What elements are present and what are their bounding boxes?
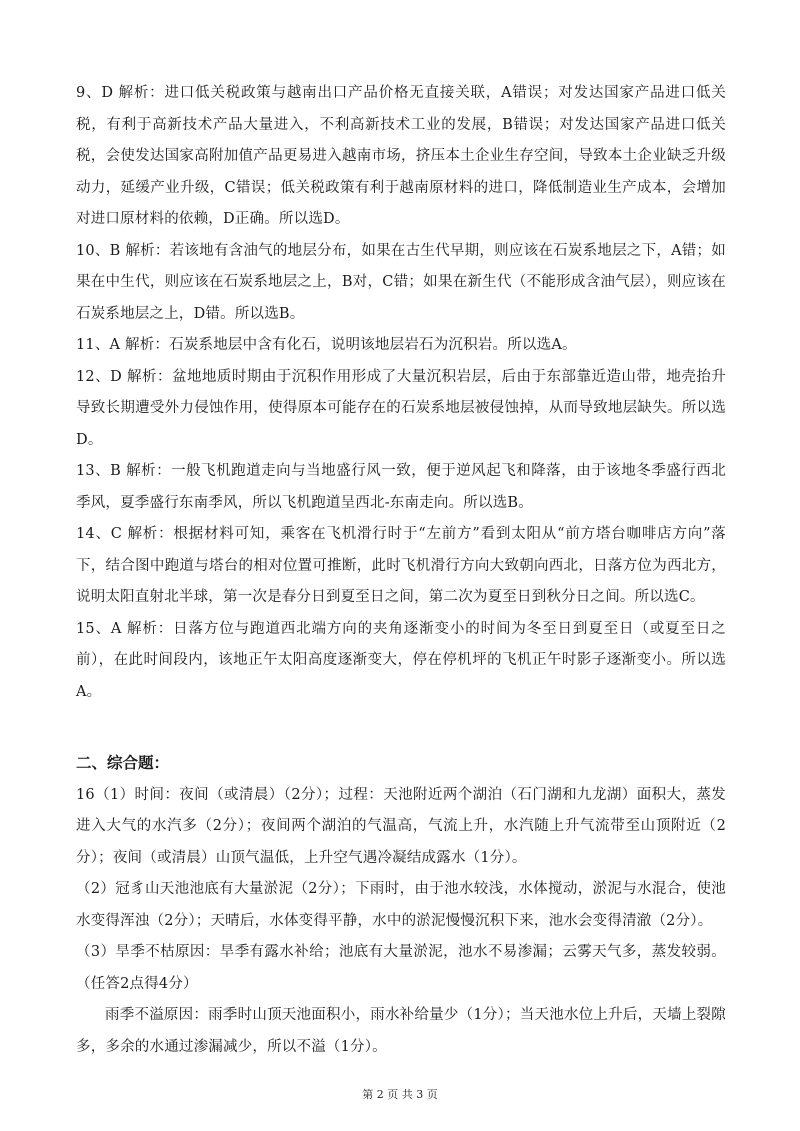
answer-11: 11、A 解析：石炭系地层中含有化石，说明该地层岩石为沉积岩。所以选A。 bbox=[76, 337, 577, 353]
document-page bbox=[76, 78, 726, 1063]
answer-9: 9、D 解析：进口低关税政策与越南出口产品价格无直接关联，A错误；对发达国家产品进口低关税，有利于高新技术产品大量进入，不利高新技术工业的发展，B错误；对发达国家产品进口低关税，会使发达国家高附加值产品更易进入越南市场，挤压本土企业生存空间，导致本土企业缺乏升级动力，延缓产业升级，C错误；低关税政策有利于越南原材料的进口，降低制造业生产成本，会增加对进口原材料的依赖，D正确。所以选D。 bbox=[76, 85, 726, 227]
answer-13: 13、B 解析：一般飞机跑道走向与当地盛行风一致，便于逆风起飞和降落，由于该地冬季盛行西北季风，夏季盛行东南季风，所以飞机跑道呈西北-东南走向。所以选B。 bbox=[76, 463, 726, 511]
answer-12: 12、D 解析：盆地地质时期由于沉积作用形成了大量沉积岩层，后由于东部靠近造山带，地壳抬升导致长期遭受外力侵蚀作用，使得原本可能存在的石炭系地层被侵蚀掉，从而导致地层缺失。所以选D。 bbox=[76, 368, 726, 448]
answer-10: 10、B 解析：若该地有含油气的地层分布，如果在古生代早期，则应该在石炭系地层之下，A错；如果在中生代，则应该在石炭系地层之上，B对，C错；如果在新生代（不能形成含油气层），则应该在石炭系地层之上，D错。所以选B。 bbox=[76, 242, 726, 322]
section-heading: 二、综合题： bbox=[76, 754, 170, 772]
answer-14: 14、C 解析：根据材料可知，乘客在飞机滑行时于“左前方”看到太阳从“前方塔台咖啡店方向”落下，结合图中跑道与塔台的相对位置可推断，此时飞机滑行方向大致朝向西北，日落方位为西北方，说明太阳直射北半球，第一次是春分日到夏至日之间，第二次为夏至日到秋分日之间。所以选C。 bbox=[76, 526, 726, 605]
answer-16-part-2: （2）冠豸山天池池底有大量淤泥（2分）；下雨时，由于池水较浅，水体搅动，淤泥与水混合，使池水变得浑浊（2分）；天晴后，水体变得平静，水中的淤泥慢慢沉积下来，池水会变得清澈（2分）。 bbox=[76, 881, 726, 929]
answer-16-part-3-rainy: 雨季不溢原因：雨季时山顶天池面积小，雨水补给量少（1分）；当天池水位上升后，天墙上裂隙多，多余的水通过渗漏减少，所以不溢（1分）。 bbox=[76, 1007, 726, 1055]
answer-16-part-3: （3）旱季不枯原因：旱季有露水补给；池底有大量淤泥，池水不易渗漏；云雾天气多，蒸发较弱。（任答2点得4分） bbox=[76, 944, 726, 992]
section-spacer bbox=[76, 708, 726, 748]
answer-15: 15、A 解析：日落方位与跑道西北端方向的夹角逐渐变小的时间为冬至日到夏至日（或夏至日之前），在此时间段内，该地正午太阳高度逐渐变大，停在停机坪的飞机正午时影子逐渐变小。所以选A。 bbox=[76, 620, 726, 700]
page-footer: 第 2 页 共 3 页 bbox=[362, 1088, 438, 1101]
answer-16-part-1: 16（1）时间：夜间（或清晨）（2分）；过程：天池附近两个湖泊（石门湖和九龙湖）面积大，蒸发进入大气的水汽多（2分）；夜间两个湖泊的气温高，气流上升，水汽随上升气流带至山顶附近（2分）；夜间（或清晨）山顶气温低，上升空气遇冷凝结成露水（1分）。 bbox=[76, 786, 726, 866]
